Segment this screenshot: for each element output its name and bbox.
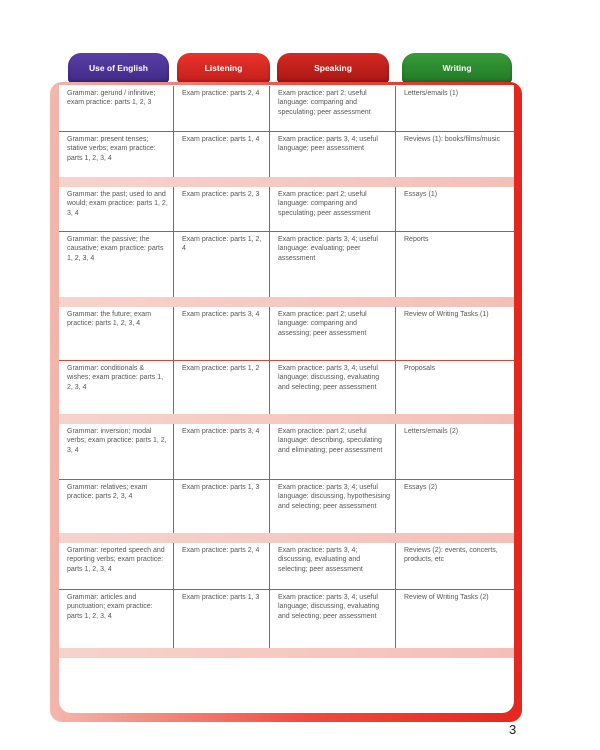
cell-writing: Proposals <box>395 361 514 414</box>
table-row <box>59 361 514 414</box>
unit-separator <box>59 414 514 424</box>
cell-listening: Exam practice: parts 2, 4 <box>173 86 269 131</box>
unit-separator <box>59 177 514 187</box>
header-writing: Writing <box>402 53 512 83</box>
cell-listening: Exam practice: parts 1, 3 <box>173 480 269 533</box>
table-row <box>59 424 514 479</box>
cell-use-of-english: Grammar: the future; exam practice: parts 1, 2, 3, 4 <box>67 311 152 328</box>
cell-speaking: Exam practice: parts 3, 4; discussing, evaluating and selecting; peer assessment <box>269 543 395 589</box>
column-headers <box>0 53 600 83</box>
table-row <box>59 232 514 297</box>
cell-use-of-english: Grammar: the passive; the causative; exam practice: parts 1, 2, 3, 4 <box>67 236 164 262</box>
unit-separator <box>59 533 514 543</box>
cell-speaking: Exam practice: parts 3, 4; useful language; peer assessment <box>269 132 395 177</box>
cell-writing: Essays (1) <box>395 187 514 231</box>
page-number: 3 <box>509 722 517 737</box>
cell-writing: Reports <box>395 232 514 297</box>
table-row <box>59 132 514 177</box>
table-row <box>59 307 514 360</box>
cell-writing: Review of Writing Tasks (1) <box>395 307 514 360</box>
cell-listening: Exam practice: parts 1, 4 <box>173 132 269 177</box>
cell-listening: Exam practice: parts 2, 3 <box>173 187 269 231</box>
cell-speaking: Exam practice: part 2; useful language: comparing and speculating; peer assessment <box>269 86 395 131</box>
table-row <box>59 187 514 231</box>
cell-writing: Letters/emails (1) <box>395 86 514 131</box>
header-listening: Listening <box>177 53 270 83</box>
header-use-of-english: Use of English <box>68 53 169 83</box>
cell-speaking: Exam practice: parts 3, 4; useful language; discussing, evaluating and selecting; peer assessment <box>269 590 395 648</box>
cell-writing: Review of Writing Tasks (2) <box>395 590 514 648</box>
cell-writing: Letters/emails (2) <box>395 424 514 479</box>
unit-separator <box>59 648 514 658</box>
cell-listening: Exam practice: parts 1, 2 <box>173 361 269 414</box>
cell-use-of-english: Grammar: articles and punctuation; exam practice: parts 1, 2, 3, 4 <box>67 594 153 620</box>
cell-writing: Essays (2) <box>395 480 514 533</box>
cell-use-of-english: Grammar: gerund / infinitive; exam practice: parts 1, 2, 3 <box>67 90 156 107</box>
header-speaking: Speaking <box>277 53 389 83</box>
cell-use-of-english: Grammar: present tenses; stative verbs; exam practice: parts 1, 2, 3, 4 <box>67 136 156 162</box>
cell-speaking: Exam practice: part 2; useful language: comparing and assessing; peer assessment <box>269 307 395 360</box>
cell-use-of-english: Grammar: relatives; exam practice: parts 2, 3, 4 <box>67 484 148 501</box>
table-row <box>59 86 514 131</box>
table-row <box>59 543 514 589</box>
cell-writing: Reviews (2): events, concerts, products, etc <box>395 543 514 589</box>
cell-speaking: Exam practice: part 2; useful language: comparing and speculating; peer assessment <box>269 187 395 231</box>
cell-use-of-english: Grammar: reported speech and reporting verbs; exam practice: parts 1, 2, 3, 4 <box>67 547 165 573</box>
cell-listening: Exam practice: parts 3, 4 <box>173 424 269 479</box>
cell-speaking: Exam practice: parts 3, 4; useful language: discussing, hypothesising and selecting; peer assessment <box>269 480 395 533</box>
unit-separator <box>59 297 514 307</box>
table-row <box>59 590 514 648</box>
cell-use-of-english: Grammar: the past; used to and would; exam practice: parts 1, 2, 3, 4 <box>67 191 168 217</box>
cell-writing: Reviews (1): books/films/music <box>395 132 514 177</box>
table-row <box>59 480 514 533</box>
cell-speaking: Exam practice: parts 3, 4; useful language: discussing, evaluating and selecting; peer assessment <box>269 361 395 414</box>
cell-listening: Exam practice: parts 1, 3 <box>173 590 269 648</box>
cell-speaking: Exam practice: parts 3, 4; useful language: evaluating; peer assessment <box>269 232 395 297</box>
cell-speaking: Exam practice: part 2; useful language: describing, speculating and eliminating; peer assessment <box>269 424 395 479</box>
cell-use-of-english: Grammar: inversion; modal verbs; exam practice: parts 1, 2, 3, 4 <box>67 428 167 454</box>
cell-listening: Exam practice: parts 2, 4 <box>173 543 269 589</box>
cell-listening: Exam practice: parts 1, 2, 4 <box>173 232 269 297</box>
cell-listening: Exam practice: parts 3, 4 <box>173 307 269 360</box>
cell-use-of-english: Grammar: conditionals & wishes; exam practice: parts 1, 2, 3, 4 <box>67 365 164 391</box>
